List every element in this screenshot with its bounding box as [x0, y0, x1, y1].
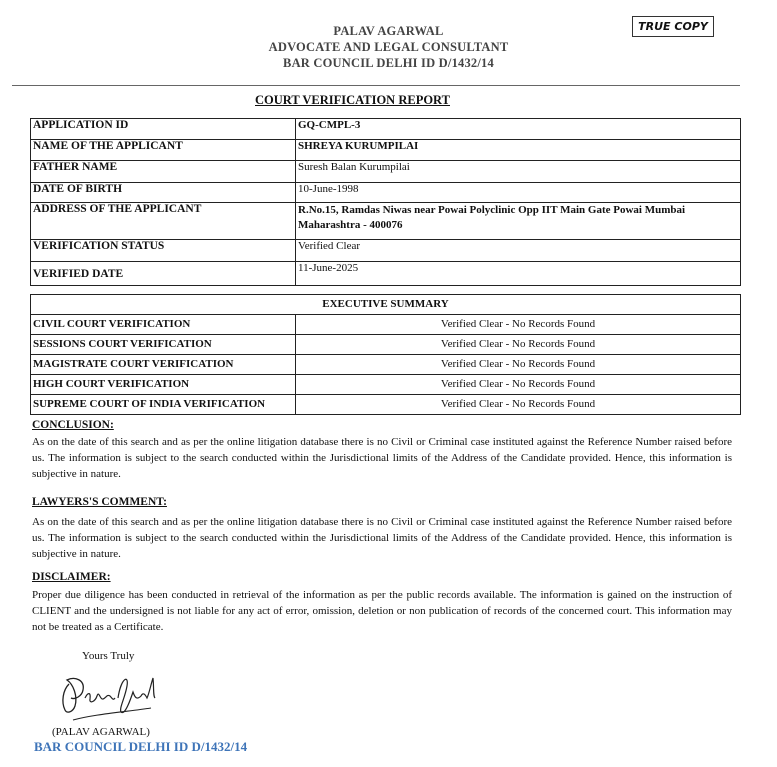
applicant-name-value: SHREYA KURUMPILAI — [296, 140, 741, 161]
table-row — [31, 203, 741, 240]
letterhead-name: PALAV AGARWAL — [333, 24, 444, 38]
report-title: COURT VERIFICATION REPORT — [255, 93, 450, 107]
executive-summary-header: EXECUTIVE SUMMARY — [31, 295, 741, 315]
address-label: ADDRESS OF THE APPLICANT — [31, 203, 296, 240]
lawyers-comment-title: LAWYERS'S COMMENT: — [32, 496, 167, 508]
letterhead-bar-id: BAR COUNCIL DELHI ID D/1432/14 — [283, 56, 494, 70]
signatory-bar-id: BAR COUNCIL DELHI ID D/1432/14 — [34, 739, 248, 754]
closing-salutation: Yours Truly — [82, 650, 135, 662]
court-name: SUPREME COURT OF INDIA VERIFICATION — [31, 395, 296, 415]
table-row — [31, 335, 741, 355]
table-row — [31, 375, 741, 395]
dob-label: DATE OF BIRTH — [31, 183, 296, 203]
verified-date-label: VERIFIED DATE — [31, 262, 296, 286]
court-name: CIVIL COURT VERIFICATION — [31, 315, 296, 335]
application-id-value: GQ-CMPL-3 — [296, 119, 741, 140]
court-name: SESSIONS COURT VERIFICATION — [31, 335, 296, 355]
disclaimer-text: Proper due diligence has been conducted in retrieval of the information as per the public records available. The information is gained on the instruction of CLIENT and the undersigned is not liable for any act of error, omission, deletion or non publication of records of the concerned court. This information may not be treated as a Certificate. — [32, 589, 732, 633]
table-row — [31, 161, 741, 183]
verified-date-value: 11-June-2025 — [296, 262, 741, 286]
conclusion-title: CONCLUSION: — [32, 419, 114, 431]
dob-value: 10-June-1998 — [296, 183, 741, 203]
table-row — [31, 315, 741, 335]
court-result: Verified Clear - No Records Found — [296, 315, 741, 335]
application-id-label: APPLICATION ID — [31, 119, 296, 140]
court-result: Verified Clear - No Records Found — [296, 395, 741, 415]
conclusion-text: As on the date of this search and as per the online litigation database there is no Civil or Criminal case instituted against the Reference Number raised before us. The information is subject to the search conducted within the Jurisdictional limits of the Address of the Candidate provided. Hence, this information is subjective in nature. — [32, 436, 732, 480]
table-row — [31, 240, 741, 262]
disclaimer-title: DISCLAIMER: — [32, 571, 111, 583]
table-row — [31, 140, 741, 161]
table-row — [31, 355, 741, 375]
court-result: Verified Clear - No Records Found — [296, 375, 741, 395]
father-name-label: FATHER NAME — [31, 161, 296, 183]
father-name-value: Suresh Balan Kurumpilai — [296, 161, 741, 183]
court-result: Verified Clear - No Records Found — [296, 355, 741, 375]
table-row — [31, 295, 741, 315]
letterhead-title: ADVOCATE AND LEGAL CONSULTANT — [268, 40, 509, 54]
table-row — [31, 119, 741, 140]
court-name: MAGISTRATE COURT VERIFICATION — [31, 355, 296, 375]
signatory-name: (PALAV AGARWAL) — [52, 726, 150, 738]
executive-summary-table — [30, 294, 741, 415]
address-value: R.No.15, Ramdas Niwas near Powai Polyclinic Opp IIT Main Gate Powai Mumbai Maharashtra - 400076 — [296, 203, 741, 240]
court-name: HIGH COURT VERIFICATION — [31, 375, 296, 395]
lawyers-comment-text: As on the date of this search and as per the online litigation database there is no Civil or Criminal case instituted against the Reference Number raised before us. The information is subject to the search conducted within the Jurisdictional limits of the Address of the Candidate provided. Hence, this information is subjective in nature. — [32, 516, 732, 560]
header-divider — [12, 85, 740, 86]
applicant-details-table — [30, 118, 741, 286]
table-row — [31, 395, 741, 415]
handwritten-signature — [55, 668, 165, 726]
table-row — [31, 183, 741, 203]
applicant-name-label: NAME OF THE APPLICANT — [31, 140, 296, 161]
verification-status-value: Verified Clear — [296, 240, 741, 262]
true-copy-stamp: TRUE COPY — [632, 16, 714, 37]
verification-status-label: VERIFICATION STATUS — [31, 240, 296, 262]
table-row — [31, 262, 741, 286]
court-result: Verified Clear - No Records Found — [296, 335, 741, 355]
